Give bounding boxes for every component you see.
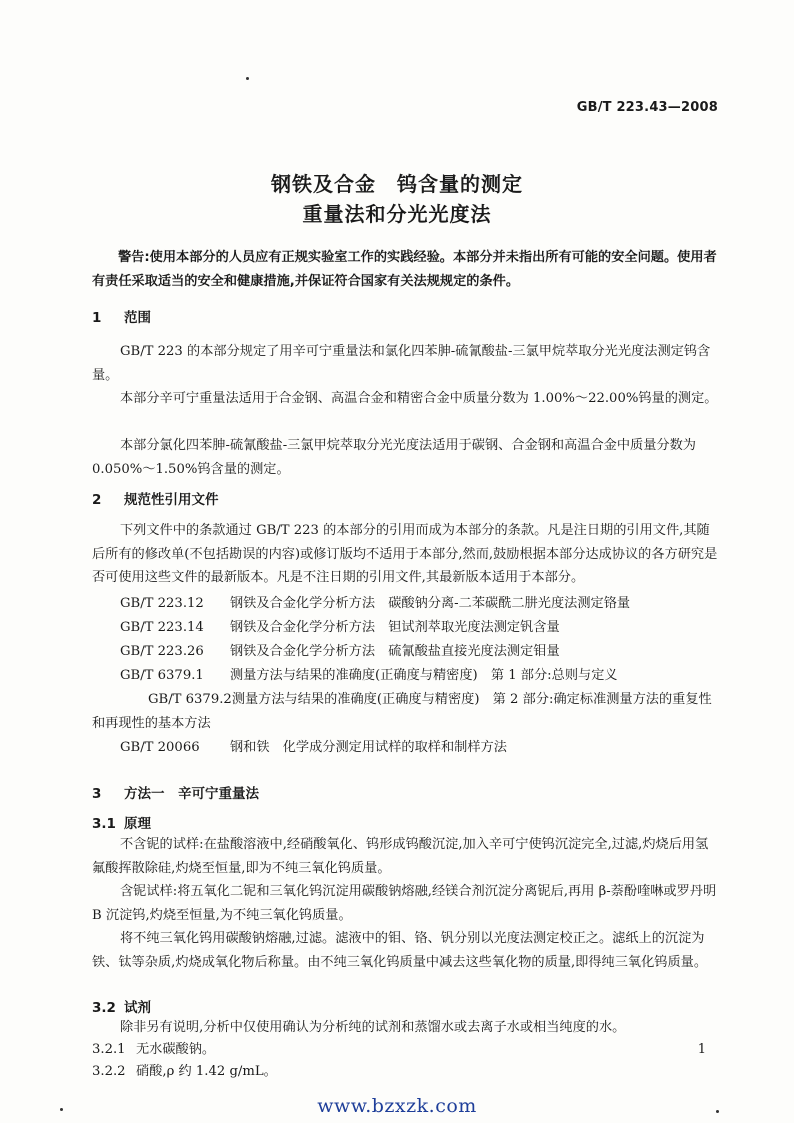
reference-title: 测量方法与结果的准确度(正确度与精密度) 第 1 部分:总则与定义 bbox=[230, 668, 618, 683]
section-1-paragraph-2: 本部分辛可宁重量法适用于合金钢、高温合金和精密合金中质量分数为 1.00%～22.00%钨量的测定。 bbox=[120, 391, 718, 406]
reagent-text: 无水碳酸钠。 bbox=[136, 1042, 216, 1057]
normative-reference bbox=[120, 736, 720, 760]
normative-reference bbox=[120, 592, 720, 616]
reagent-text: 硝酸,ρ 约 1.42 g/mL。 bbox=[136, 1064, 277, 1079]
subsection-number: 3.1 bbox=[92, 816, 116, 832]
section-number: 1 bbox=[92, 310, 102, 326]
reagent-item bbox=[92, 1062, 720, 1082]
reference-title: 测量方法与结果的准确度(正确度与精密度) 第 2 部分:确定标准测量方法的重复性和再现性的基本方法 bbox=[92, 692, 712, 731]
document-title-line2: 重量法和分光光度法 bbox=[302, 202, 492, 226]
section-1-paragraph-3: 本部分氯化四苯胂-硫氰酸盐-三氯甲烷萃取分光光度法适用于碳钢、合金钢和高温合金中质量分数为 0.050%～1.50%钨含量的测定。 bbox=[92, 438, 696, 477]
section-number: 3 bbox=[92, 786, 102, 802]
section-2-paragraph-1: 下列文件中的条款通过 GB/T 223 的本部分的引用而成为本部分的条款。凡是注日期的引用文件,其随后所有的修改单(不包括勘误的内容)或修订版均不适用于本部分,然而,鼓励根据本部分达成协议的各方研究是否可使用这些文件的最新版本。凡是不注日期的引用文件,其最新版本适用于本部分。 bbox=[92, 523, 718, 585]
scan-speck bbox=[60, 1108, 63, 1111]
section-number: 2 bbox=[92, 492, 102, 508]
normative-reference bbox=[120, 616, 720, 640]
section-title: 规范性引用文件 bbox=[124, 492, 219, 508]
reagent-number: 3.2.2 bbox=[92, 1064, 126, 1079]
section-3-heading bbox=[92, 782, 259, 802]
subsection-3-2-heading bbox=[92, 996, 151, 1016]
safety-warning: 警告:使用本部分的人员应有正规实验室工作的实践经验。本部分并未指出所有可能的安全问题。使用者有责任采取适当的安全和健康措施,并保证符合国家有关法规规定的条件。 bbox=[92, 250, 717, 289]
document-title-line1: 钢铁及合金 钨含量的测定 bbox=[271, 172, 523, 196]
scan-speck bbox=[716, 1110, 719, 1113]
subsection-number: 3.2 bbox=[92, 1000, 116, 1016]
reference-title: 钢铁及合金化学分析方法 碳酸钠分离-二苯碳酰二肼光度法测定铬量 bbox=[230, 596, 631, 611]
website-watermark: www.bzxzk.com bbox=[317, 1095, 477, 1117]
subsection-title: 原理 bbox=[124, 816, 151, 832]
reagent-item bbox=[92, 1040, 720, 1060]
reference-code: GB/T 223.26 bbox=[120, 644, 204, 659]
section-1-paragraph-1: GB/T 223 的本部分规定了用辛可宁重量法和氯化四苯胂-硫氰酸盐-三氯甲烷萃取分光光度法测定钨含量。 bbox=[92, 344, 711, 383]
reference-code: GB/T 223.14 bbox=[120, 620, 204, 635]
reference-code: GB/T 20066 bbox=[120, 740, 200, 755]
subsection-title: 试剂 bbox=[124, 1000, 151, 1016]
normative-reference bbox=[120, 664, 720, 688]
standard-code: GB/T 223.43—2008 bbox=[576, 100, 718, 115]
reference-title: 钢铁及合金化学分析方法 钽试剂萃取光度法测定钒含量 bbox=[230, 620, 560, 635]
reference-code: GB/T 6379.1 bbox=[120, 668, 204, 683]
subsection-3-1-paragraph-1: 不含铌的试样:在盐酸溶液中,经硝酸氧化、钨形成钨酸沉淀,加入辛可宁使钨沉淀完全,过滤,灼烧后用氢氟酸挥散除硅,灼烧至恒量,即为不纯三氧化钨质量。 bbox=[92, 837, 709, 876]
subsection-3-1-paragraph-3: 将不纯三氧化钨用碳酸钠熔融,过滤。滤液中的钼、铬、钒分别以光度法测定校正之。滤纸上的沉淀为铁、钛等杂质,灼烧成氧化物后称量。由不纯三氧化钨质量中减去这些氧化物的质量,即得纯三氧化钨质量。 bbox=[92, 931, 708, 970]
section-2-heading bbox=[92, 488, 219, 508]
reagent-number: 3.2.1 bbox=[92, 1042, 126, 1057]
reference-title: 钢铁及合金化学分析方法 硫氰酸盐直接光度法测定钼量 bbox=[230, 644, 560, 659]
reference-code: GB/T 223.12 bbox=[120, 596, 204, 611]
subsection-3-1-paragraph-2: 含铌试样:将五氧化二铌和三氧化钨沉淀用碳酸钠熔融,经镁合剂沉淀分离铌后,再用 β-萘酚喹啉或罗丹明 B 沉淀钨,灼烧至恒量,为不纯三氧化钨质量。 bbox=[92, 884, 717, 923]
section-title: 范围 bbox=[124, 310, 151, 326]
subsection-3-1-heading bbox=[92, 812, 151, 832]
page-number: 1 bbox=[697, 1042, 706, 1057]
reference-code: GB/T 6379.2 bbox=[148, 692, 232, 707]
normative-reference bbox=[92, 688, 720, 735]
reference-title: 钢和铁 化学成分测定用试样的取样和制样方法 bbox=[230, 740, 507, 755]
normative-reference bbox=[120, 640, 720, 664]
section-title: 方法一 辛可宁重量法 bbox=[124, 786, 259, 802]
section-1-heading bbox=[92, 306, 151, 326]
subsection-3-2-paragraph-1: 除非另有说明,分析中仅使用确认为分析纯的试剂和蒸馏水或去离子水或相当纯度的水。 bbox=[120, 1020, 626, 1035]
scan-speck bbox=[246, 77, 249, 80]
